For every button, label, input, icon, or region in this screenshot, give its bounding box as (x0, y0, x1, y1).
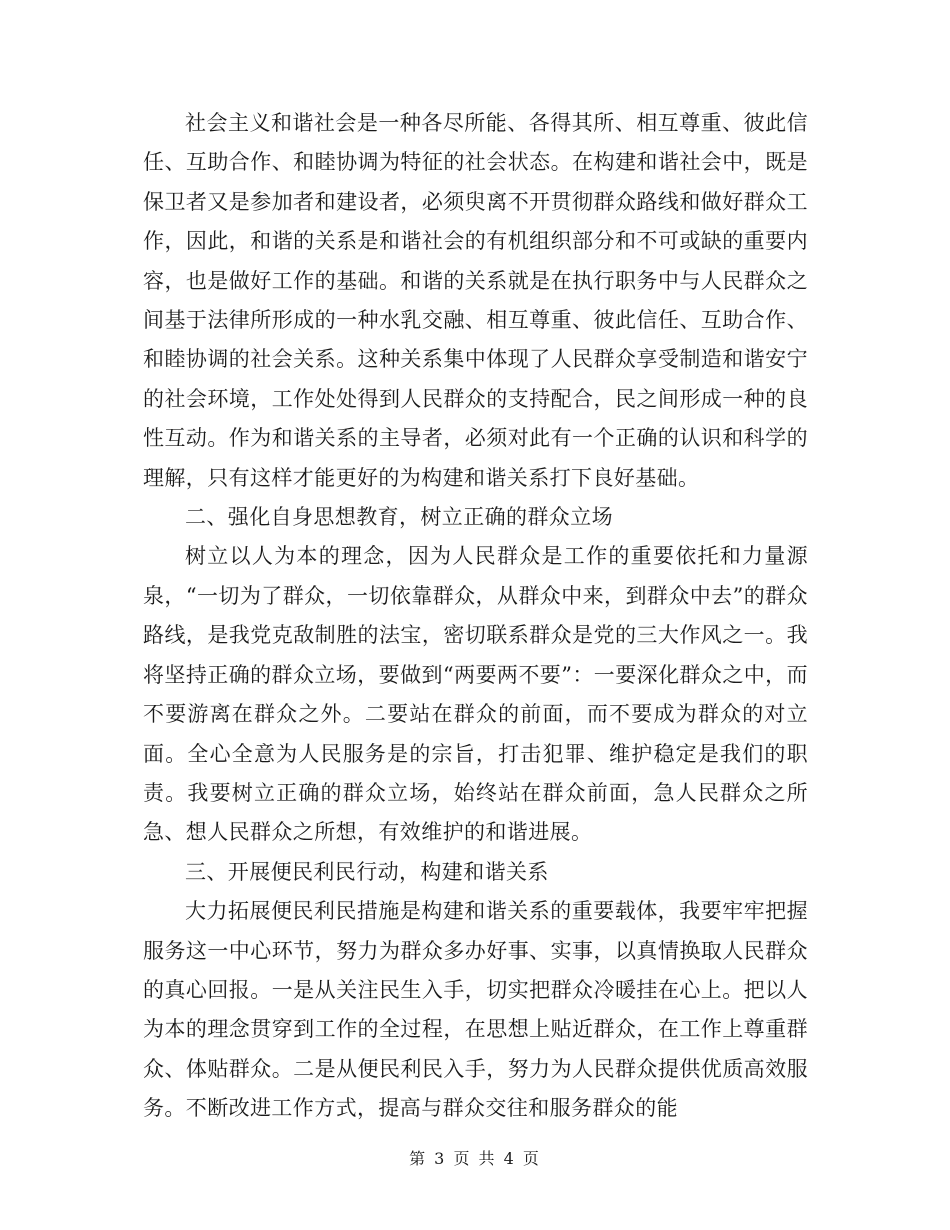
section-heading-2: 二、强化自身思想教育，树立正确的群众立场 (185, 505, 613, 530)
page-number-footer: 第 3 页 共 4 页 (409, 1149, 541, 1168)
section-heading-3: 三、开展便民利民行动，构建和谐关系 (185, 859, 549, 884)
paragraph-harmonious-society: 社会主义和谐社会是一种各尽所能、各得其所、相互尊重、彼此信任、互助合作、和睦协调为特征的社会状态。在构建和谐社会中，既是保卫者又是参加者和建设者，必须臾离不开贯彻群众路线和做好群众工作，因此，和谐的关系是和谐社会的有机组织部分和不可或缺的重要内容，也是做好工作的基础。和谐的关系就是在执行职务中与人民群众之间基于法律所形成的一种水乳交融、相互尊重、彼此信任、互助合作、和睦协调的社会关系。这种关系集中体现了人民群众享受制造和谐安宁的社会环境，工作处处得到人民群众的支持配合，民之间形成一种的良性互动。作为和谐关系的主导者，必须对此有一个正确的认识和科学的理解，只有这样才能更好的为构建和谐关系打下良好基础。 (143, 111, 808, 490)
paragraph-convenience-actions: 大力拓展便民利民措施是构建和谐关系的重要载体，我要牢牢把握服务这一中心环节，努力为群众多办好事、实事，以真情换取人民群众的真心回报。一是从关注民生入手，切实把群众冷暖挂在心上。把以人为本的理念贯穿到工作的全过程，在思想上贴近群众，在工作上尊重群众、体贴群众。二是从便民利民入手，努力为人民群众提供优质高效服务。不断改进工作方式，提高与群众交往和服务群众的能 (143, 899, 808, 1121)
document-body (143, 104, 808, 1129)
paragraph-mass-standpoint: 树立以人为本的理念，因为人民群众是工作的重要依托和力量源泉，“一切为了群众，一切依靠群众，从群众中来，到群众中去”的群众路线，是我党克敌制胜的法宝，密切联系群众是党的三大作风之一。我将坚持正确的群众立场，要做到“两要两不要”：一要深化群众之中，而不要游离在群众之外。二要站在群众的前面，而不要成为群众的对立面。全心全意为人民服务是的宗旨，打击犯罪、维护稳定是我们的职责。我要树立正确的群众立场，始终站在群众前面，急人民群众之所急、想人民群众之所想，有效维护的和谐进展。 (143, 544, 808, 845)
